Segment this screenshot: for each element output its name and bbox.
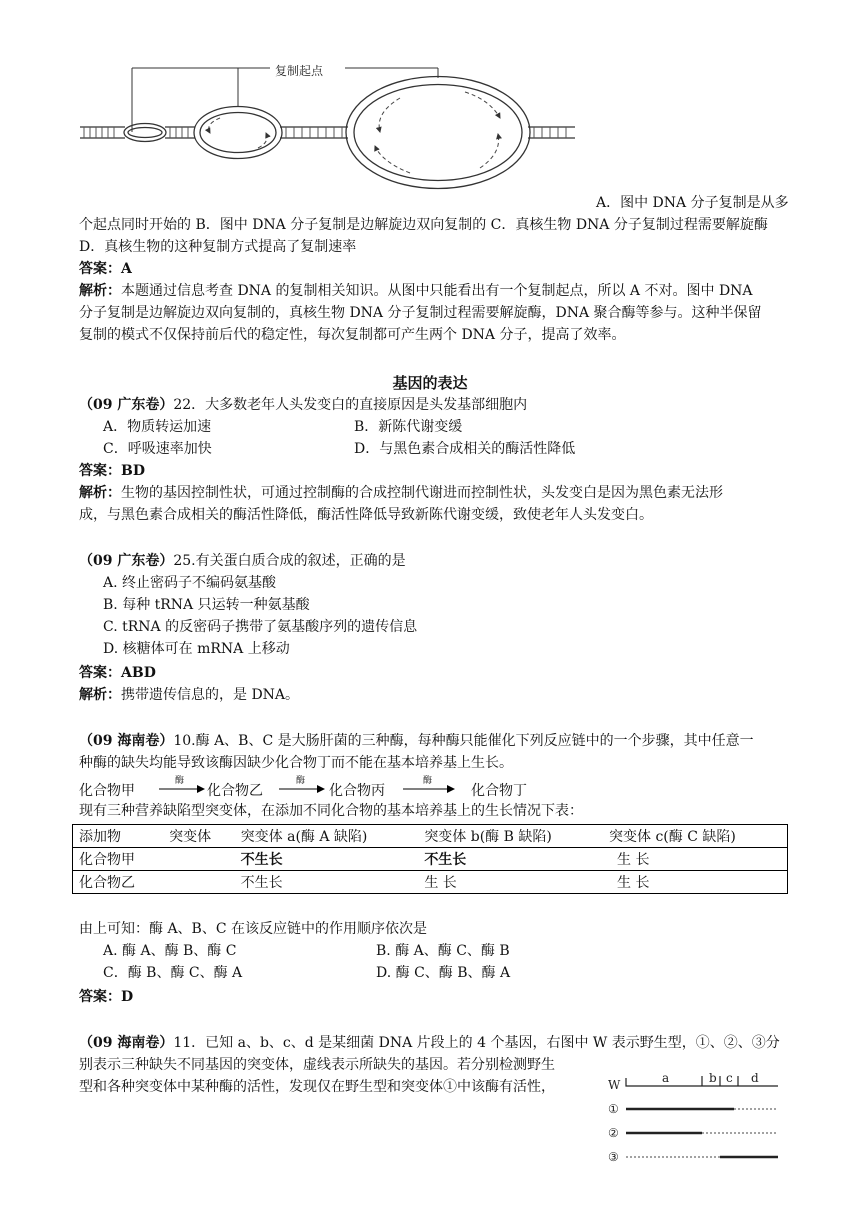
analysis-text: 携带遗传信息的，是 DNA。 — [121, 687, 300, 703]
enzyme-label-2: 酶 — [296, 776, 306, 786]
answer-label: 答案： — [79, 261, 121, 277]
q10-stem — [79, 730, 754, 752]
gene-c-label: c — [726, 1071, 733, 1085]
q10-source: （09 海南卷） — [79, 733, 174, 749]
section-title: 基因的表达 — [392, 374, 468, 392]
dna-replication-figure — [70, 58, 590, 203]
answer-label: 答案： — [79, 463, 121, 479]
answer-value: BD — [121, 463, 145, 479]
q10-answer — [79, 986, 133, 1008]
q22-answer — [79, 460, 145, 482]
arrow-icon — [279, 784, 325, 794]
q10-conclusion: 由上可知：酶 A、B、C 在该反应链中的作用顺序依次是 — [79, 921, 428, 937]
compound-bing: 化合物丙 — [329, 783, 385, 799]
q10-option-c: C．酶 B、酶 C、酶 A — [103, 965, 243, 981]
growth-table — [72, 824, 788, 894]
table-cell — [163, 848, 234, 871]
q-dna-analysis — [79, 280, 753, 302]
q-dna-option-a: A．图中 DNA 分子复制是从多 — [596, 195, 789, 211]
analysis-label: 解析： — [79, 283, 121, 299]
table-cell: 化合物乙 — [73, 871, 164, 894]
q10-stem-line2: 种酶的缺失均能导致该酶因缺少化合物丁而不能在基本培养基上生长。 — [79, 755, 513, 771]
q-dna-analysis-line2: 分子复制是边解旋边双向复制的，真核生物 DNA 分子复制过程需要解旋酶，DNA 聚合酶等参与。这种半保留 — [79, 305, 762, 321]
q25-stem — [79, 550, 406, 572]
arrow-icon — [403, 784, 455, 794]
table-header: 突变体 a(酶 A 缺陷) — [235, 825, 419, 848]
mutant-2-label: ② — [608, 1126, 619, 1140]
gene-a-label: a — [662, 1071, 670, 1085]
q25-stem-text: 25.有关蛋白质合成的叙述，正确的是 — [173, 553, 406, 569]
wild-type-label: W — [608, 1078, 621, 1092]
table-cell: 生 长 — [603, 848, 787, 871]
mutant-1-label: ① — [608, 1102, 619, 1116]
q25-option-a: A. 终止密码子不编码氨基酸 — [103, 575, 277, 591]
q-dna-analysis-line3: 复制的模式不仅保持前后代的稳定性，每次复制都可产生两个 DNA 分子，提高了效率。 — [79, 327, 626, 343]
table-row — [73, 848, 788, 871]
table-cell — [163, 871, 234, 894]
table-header: 突变体 — [163, 825, 234, 848]
table-cell: 不生长 — [418, 848, 603, 871]
q-dna-answer — [79, 258, 132, 280]
compound-jia: 化合物甲 — [79, 783, 135, 799]
q-dna-option-d: D．真核生物的这种复制方式提高了复制速率 — [79, 239, 357, 255]
q10-option-d: D. 酶 C、酶 B、酶 A — [376, 965, 511, 981]
gene-d-label: d — [751, 1071, 759, 1085]
table-cell: 化合物甲 — [73, 848, 164, 871]
q11-stem — [79, 1032, 780, 1054]
answer-value: ABD — [121, 665, 156, 681]
reaction-chain — [79, 776, 619, 802]
table-header: 突变体 b(酶 B 缺陷) — [418, 825, 603, 848]
table-header: 突变体 c(酶 C 缺陷) — [603, 825, 787, 848]
answer-value: A — [121, 261, 132, 277]
q22-analysis — [79, 482, 723, 504]
enzyme-label-3: 酶 — [423, 776, 433, 786]
gene-b-label: b — [709, 1071, 717, 1085]
q25-option-c: C. tRNA 的反密码子携带了氨基酸序列的遗传信息 — [103, 619, 418, 635]
analysis-text: 生物的基因控制性状，可通过控制酶的合成控制代谢进而控制性状，头发变白是因为黑色素无法形 — [121, 485, 723, 501]
q10-option-a: A. 酶 A、酶 B、酶 C — [103, 943, 237, 959]
q10-stem-text: 10.酶 A、B、C 是大肠肝菌的三种酶，每种酶只能催化下列反应链中的一个步骤，其中任意一 — [173, 733, 754, 749]
table-header: 添加物 — [73, 825, 164, 848]
q22-source: （09 广东卷） — [79, 397, 174, 413]
arrow-icon — [159, 784, 205, 794]
answer-label: 答案： — [79, 665, 121, 681]
q22-stem — [79, 394, 527, 416]
q11-stem-line2: 别表示三种缺失不同基因的突变体，虚线表示所缺失的基因。若分别检测野生 — [79, 1057, 555, 1073]
origin-label: 复制起点 — [275, 64, 324, 78]
table-cell: 生 长 — [603, 871, 787, 894]
q11-source: （09 海南卷） — [79, 1035, 174, 1051]
q22-analysis-line2: 成，与黑色素合成相关的酶活性降低，酶活性降低导致新陈代谢变缓，致使老年人头发变白。 — [79, 507, 653, 523]
q25-source: （09 广东卷） — [79, 553, 174, 569]
gene-deletion-figure — [606, 1068, 786, 1168]
compound-yi: 化合物乙 — [207, 783, 263, 799]
answer-label: 答案： — [79, 989, 121, 1005]
table-row — [73, 871, 788, 894]
analysis-label: 解析： — [79, 485, 121, 501]
q10-option-b: B. 酶 A、酶 C、酶 B — [376, 943, 510, 959]
q22-option-a: A．物质转运加速 — [103, 419, 212, 435]
table-cell: 生 长 — [418, 871, 603, 894]
q11-stem-text: 11．已知 a、b、c、d 是某细菌 DNA 片段上的 4 个基因，右图中 W 表示野生型，①、②、③分 — [173, 1035, 780, 1051]
q25-option-d: D. 核糖体可在 mRNA 上移动 — [103, 641, 290, 657]
q22-option-b: B．新陈代谢变缓 — [354, 419, 463, 435]
analysis-label: 解析： — [79, 687, 121, 703]
q22-option-d: D．与黑色素合成相关的酶活性降低 — [354, 441, 576, 457]
q10-table-intro: 现有三种营养缺陷型突变体，在添加不同化合物的基本培养基上的生长情况下表： — [79, 803, 583, 819]
q22-stem-text: 22．大多数老年人头发变白的直接原因是头发基部细胞内 — [173, 397, 528, 413]
table-header-row — [73, 825, 788, 848]
q25-option-b: B. 每种 tRNA 只运转一种氨基酸 — [103, 597, 310, 613]
q-dna-options: 个起点同时开始的 B．图中 DNA 分子复制是边解旋边双向复制的 C．真核生物 DNA 分子复制过程需要解旋酶 — [79, 217, 768, 233]
enzyme-label-1: 酶 — [175, 776, 185, 786]
q11-stem-line3: 型和各种突变体中某种酶的活性，发现仅在野生型和突变体①中该酶有活性， — [79, 1079, 555, 1095]
table-cell: 不生长 — [235, 848, 419, 871]
q22-option-c: C．呼吸速率加快 — [103, 441, 212, 457]
answer-value: D — [121, 989, 134, 1005]
analysis-text: 本题通过信息考查 DNA 的复制相关知识。从图中只能看出有一个复制起点，所以 A 不对。图中 DNA — [121, 283, 753, 299]
q25-answer — [79, 662, 156, 684]
table-cell: 不生长 — [235, 871, 419, 894]
q25-analysis — [79, 684, 299, 706]
mutant-3-label: ③ — [608, 1150, 619, 1164]
compound-ding: 化合物丁 — [471, 783, 527, 799]
